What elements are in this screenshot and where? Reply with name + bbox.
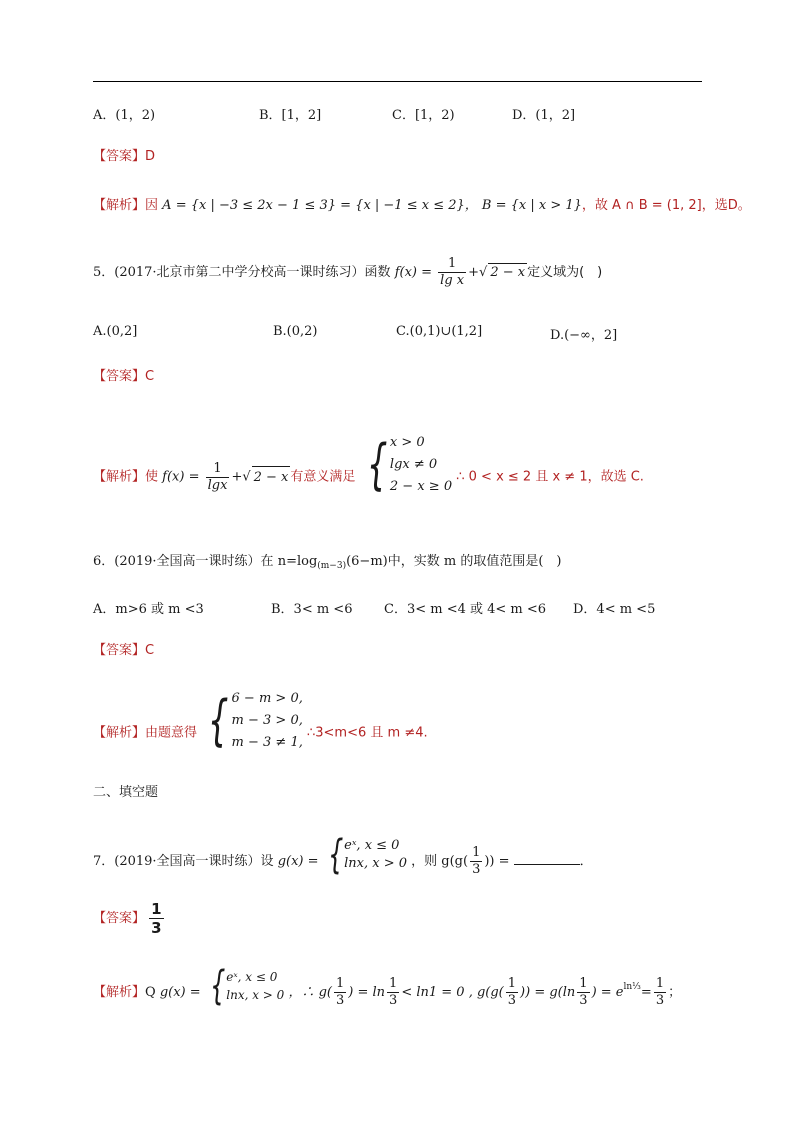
q7-stem-end: )) = [484,854,510,869]
q7-fraction [470,845,482,878]
q5-stem-suffix: 定义域为( ) [527,265,603,280]
q5-analysis: 【解析】使 f(x) = $\frac{1}{\lg x}$ +√ 2 − x 有意义满足 { x > 0 lgx ≠ 0 2 − x ≥ 0 ∴ 0 < x ≤ 2 且 x ≠ 1，故选 C. [93,433,644,496]
q4-option-c: C．[1，2) [392,108,455,123]
q5-frac-num: 1 [438,256,466,273]
q5-a-middle: 有意义满足 [290,469,356,485]
q5-answer [93,368,154,386]
q7-analysis [93,962,682,1009]
q5-sys-row-1: x > 0 [389,435,425,450]
q7-frac-num: 1 [472,845,481,860]
q5-sys-row-2: lgx ≠ 0 [389,457,438,472]
q6-option-c: C．3< m <4 或 4< m <6 [384,602,547,617]
q6-sys-row-2: m − 3 > 0, [231,713,303,728]
q4-set-a: A = {x | −3 ≤ 2x − 1 ≤ 3} = {x | −1 ≤ x ≤ 2} [162,198,465,213]
header-rule [93,81,702,82]
q5-a-fraction [206,461,230,494]
q7-sys-row-1: eˣ, x ≤ 0 [344,837,400,853]
q5-a-end: ，故选 C. [587,469,644,485]
q7-a-chain-3: < ln1 = 0 , g(g( [401,985,504,1000]
analysis-tag: 【解析】 [93,985,146,1000]
q7-func: g(x) = [277,854,319,869]
q6-analysis-prefix: 由题意得 [145,725,198,741]
q7-a-frac-3: $\frac{1}{3}$ [507,976,517,1008]
q7-a-end: ； [668,985,682,1000]
q5-a-frac-num: 1 [206,461,230,478]
q4-option-b: B．[1，2] [259,108,322,123]
q7-a-sys-row-2: lnx, x > 0 [226,987,285,1002]
q4-option-d: D．(1，2] [512,108,576,123]
q4-analysis-prefix: 因 [145,198,159,213]
q7-a-frac-1: $\frac{1}{3}$ [335,976,345,1008]
q6-option-d: D．4< m <5 [573,602,656,617]
q4-answer-value: D [145,149,156,164]
q6-conclusion: ∴3<m<6 且 m ≠4. [307,725,428,741]
q5-option-d: D.(−∞，2] [550,328,618,343]
q5-frac-den: lg x [440,273,465,288]
answer-blank[interactable] [514,850,580,865]
q7-a-chain-1: ，∴ g( [288,985,332,1000]
q5-option-c: C.(0,1)∪(1,2] [396,324,483,339]
answer-tag: 【答案】 [93,643,146,658]
q5-option-a: A.(0,2] [93,324,138,339]
q7-a-frac-4: $\frac{1}{3}$ [579,976,588,1008]
q7-frac-den: 3 [472,862,481,877]
q7-answer [93,900,164,937]
q5-plus: + [468,265,480,280]
q4-conclusion: ，故 A ∩ B = (1, 2]，选D。 [581,198,751,213]
answer-tag: 【答案】 [93,911,146,926]
q6-sys-row-1: 6 − m > 0, [231,691,303,706]
brace-icon: { [208,689,229,752]
answer-tag: 【答案】 [93,149,146,164]
q7-answer-fraction [149,900,163,937]
q6-option-a: A．m>6 或 m <3 [93,602,204,617]
q7-a-frac-2: $\frac{1}{3}$ [389,976,398,1008]
analysis-tag: 【解析】 [93,198,146,213]
q6-system [201,688,303,754]
q7-stem-tail: ． [579,854,593,869]
q7-a-frac-5: $\frac{1}{3}$ [655,976,665,1008]
q7-system [323,831,408,878]
q5-a-sqrt: 2 − x [252,466,291,489]
q4-answer [93,148,155,166]
q7-stem [93,831,593,878]
q5-sys-row-3: 2 − x ≥ 0 [389,479,453,494]
q7-a-chain-4: )) = g(ln [520,985,576,1000]
q4-option-a: A．(1，2) [93,108,156,123]
q4-set-b: ， B = {x | x > 1} [464,198,582,213]
q6-option-b: B．3< m <6 [271,602,353,617]
q7-analysis-prefix: Q [145,985,156,1000]
answer-tag: 【答案】 [93,369,146,384]
q5-func: f(x) = [394,265,433,280]
q6-stem-sub: (m−3) [317,561,347,571]
brace-icon: { [209,962,226,1009]
q5-sqrt: √ 2 − x [479,265,526,280]
q5-stem [93,256,602,289]
q6-sys-row-3: m − 3 ≠ 1, [231,735,303,750]
q6-answer [93,642,154,660]
q6-stem [93,553,561,575]
q5-system [360,432,453,498]
q7-a-exponent: ln⅓ [623,982,641,992]
q7-a-system [205,962,285,1009]
q5-a-frac-den: lgx [207,477,228,493]
q5-fraction [438,256,466,289]
q5-sqrt-content: 2 − x [490,265,526,280]
q7-a-sys-row-1: eˣ, x ≤ 0 [226,969,278,984]
q7-answer-den: 3 [151,919,162,937]
q7-a-chain-6: = [640,985,652,1000]
q6-stem-prefix: 6．(2019·全国高一课时练）在 n=log [93,554,318,569]
q5-option-b: B.(0,2) [273,324,318,339]
q6-stem-suffix: (6−m)中，实数 m 的取值范围是( ) [346,554,562,569]
q7-stem-prefix: 7．(2019·全国高一课时练）设 [93,854,274,869]
q5-stem-prefix: 5．(2017·北京市第二中学分校高一课时练习）函数 [93,265,391,280]
analysis-tag: 【解析】 [93,725,146,741]
q6-analysis [93,689,428,754]
analysis-tag: 【解析】 [93,469,146,485]
q5-analysis-prefix: 使 [145,469,159,485]
q5-a-func: f(x) = [162,469,200,485]
q7-answer-num: 1 [151,900,162,918]
q7-a-func: g(x) = [159,985,201,1000]
q7-stem-mid: ，则 g(g( [411,854,469,869]
q5-answer-value: C [145,369,155,384]
q6-answer-value: C [145,643,155,658]
q5-a-conclusion: ∴ 0 < x ≤ 2 且 x ≠ 1 [456,469,588,485]
section-title: 二、填空题 [93,785,159,800]
q7-a-chain-2: ) = ln [348,985,386,1000]
q7-a-chain-5: ) = e [591,985,624,1000]
q7-sys-row-2: lnx, x > 0 [344,855,408,871]
brace-icon: { [366,433,388,496]
q4-analysis [93,197,751,215]
brace-icon: { [327,831,344,878]
